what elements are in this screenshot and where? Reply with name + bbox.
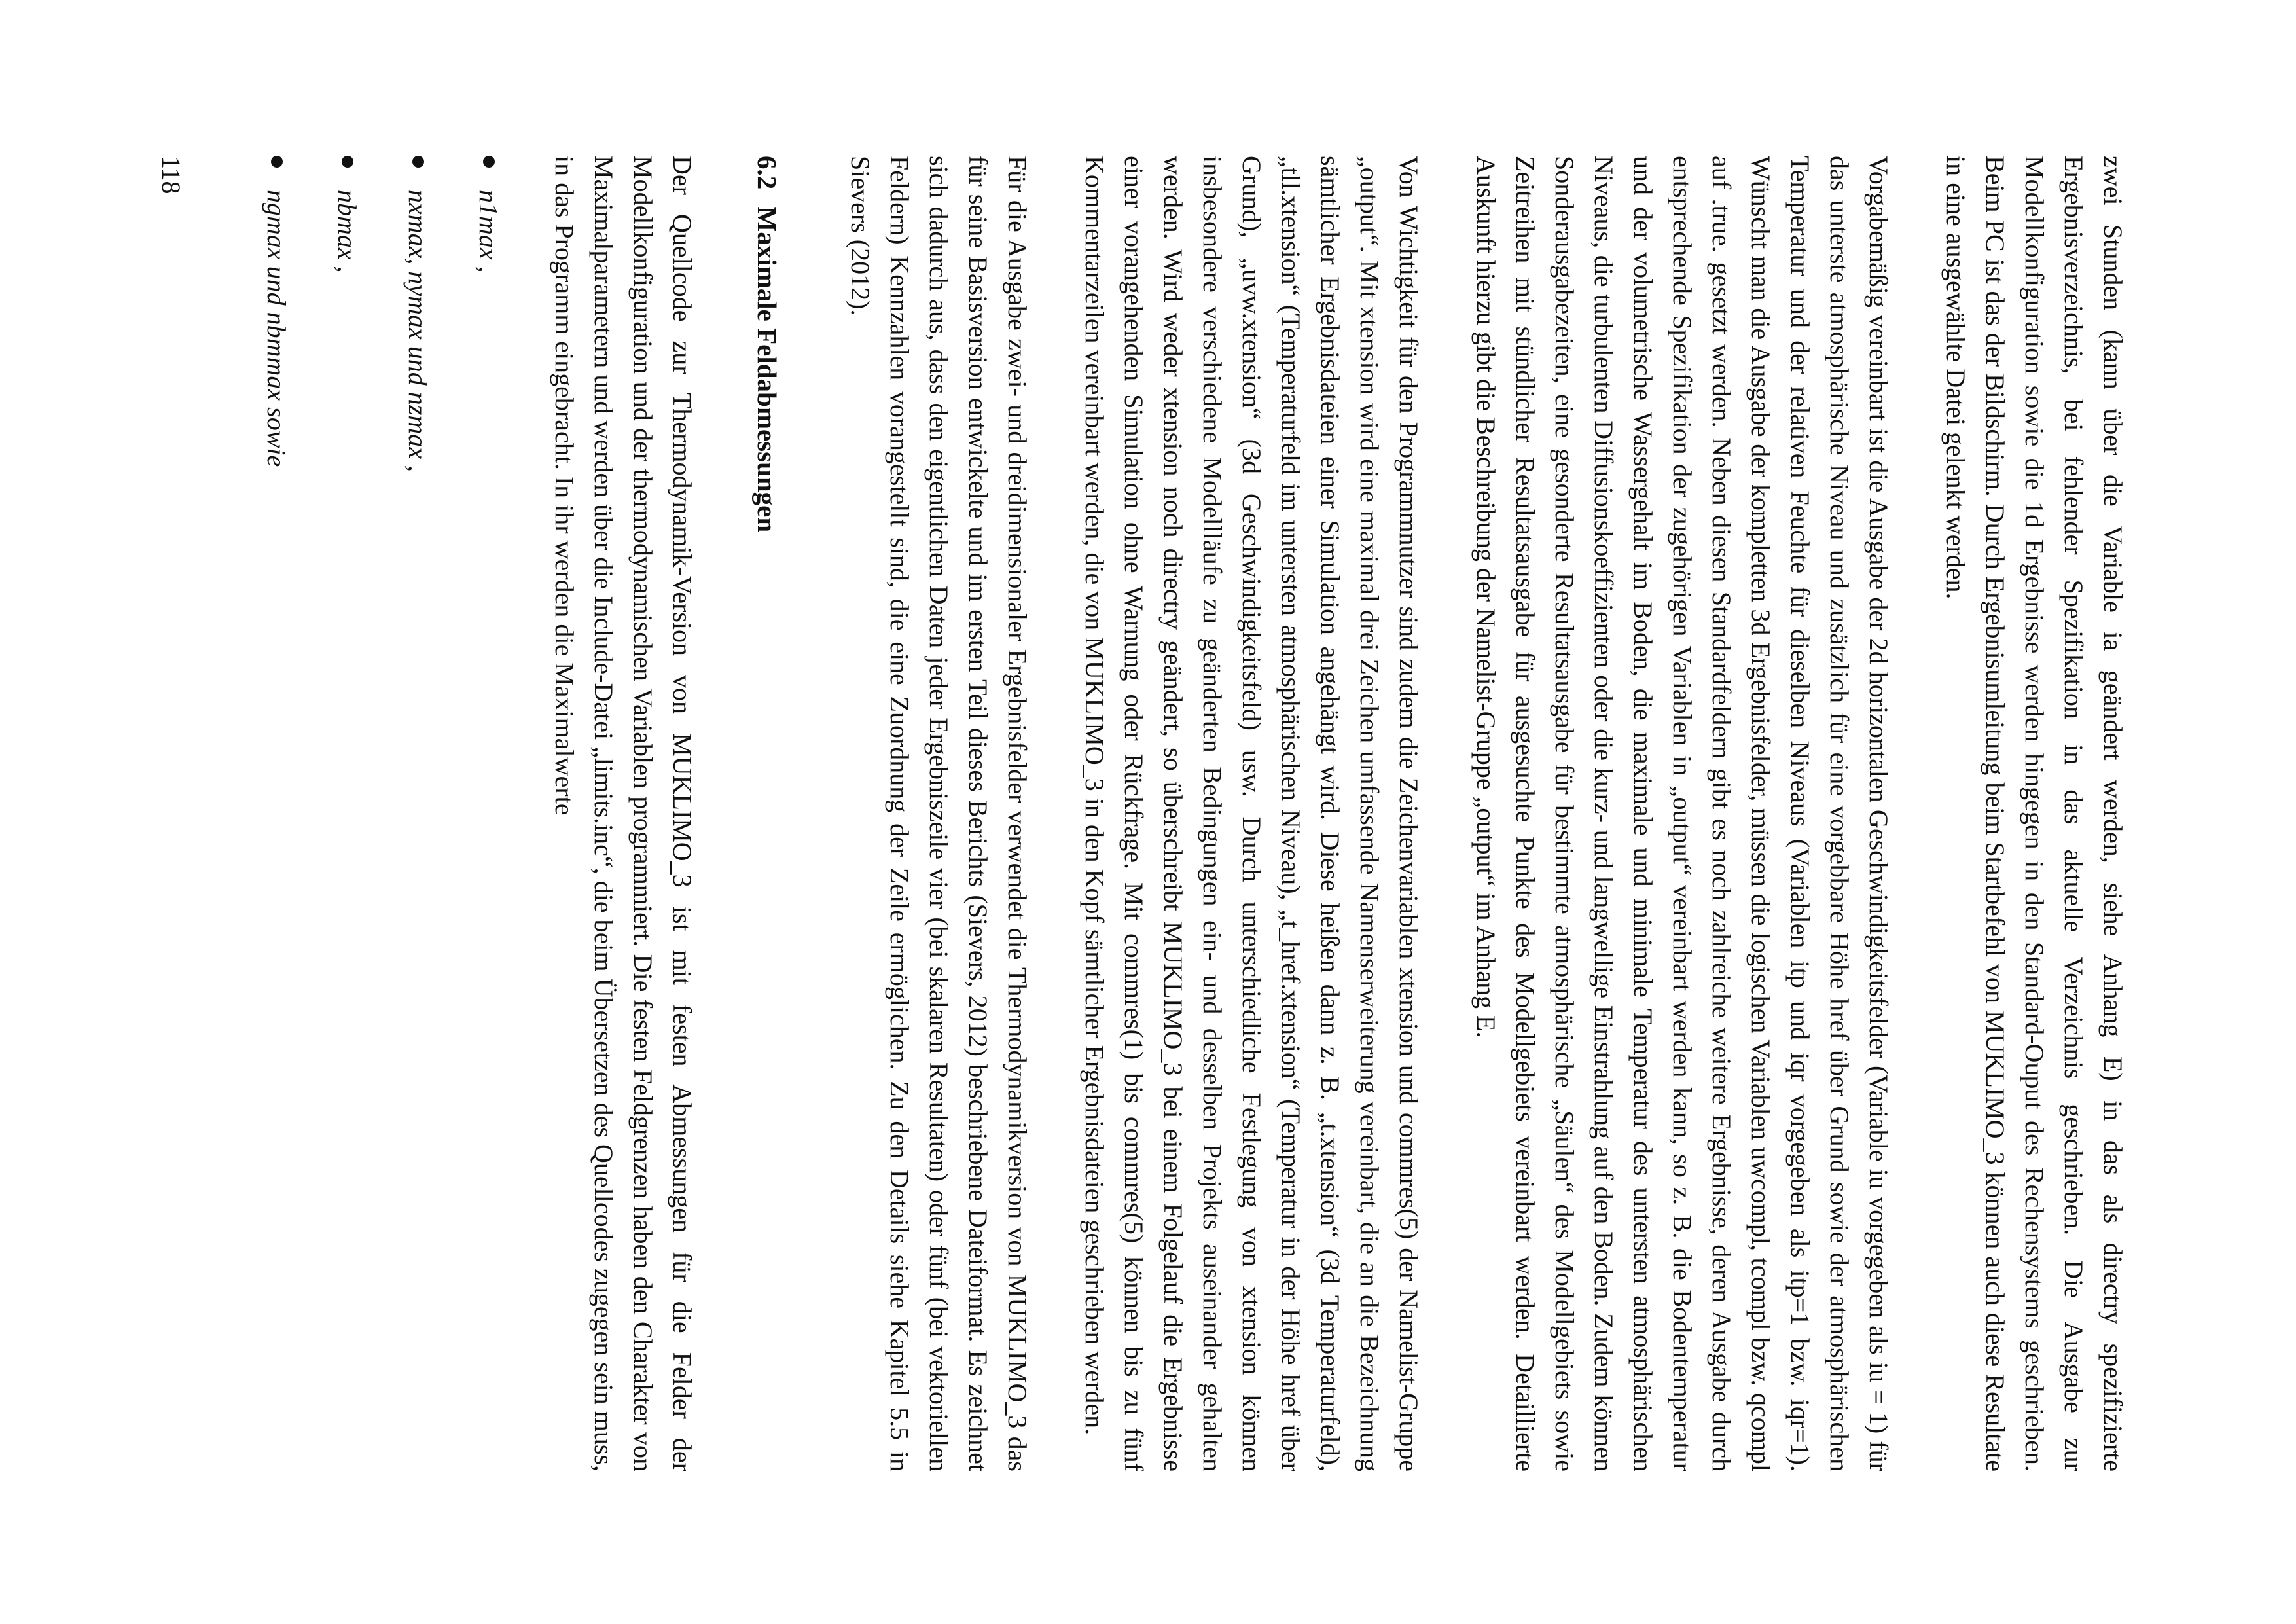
- section-heading: [747, 156, 787, 1471]
- paragraph-1: zwei Stunden (kann über die Variable ia geändert werden, siehe Anhang E) in das als directry spezifizierte Ergebnisverzeichnis, bei fehlender Spezifikation in das aktuelle Verzeichnis geschrieben. Die Ausgabe zur Modellkonfiguration sowie die 1d Ergebnisse werden hingegen in den Standard-Ouput des Rechensystems geschrieben. Beim PC ist das der Bildschirm. Durch Ergebnisumleitung beim Startbefehl von MUKLIMO_3 können auch diese Resultate in eine ausgewählte Datei gelenkt werden.: [1941, 156, 2128, 1471]
- section-number: 6.2: [752, 156, 782, 190]
- bullet-list: [257, 156, 508, 1471]
- list-item: [257, 156, 296, 1471]
- list-item: [469, 156, 508, 1471]
- bullet-dot-icon: [483, 156, 495, 168]
- page-number: 118: [156, 156, 186, 194]
- list-item-text: nbmax ,: [332, 190, 362, 273]
- section-title: Maximale Feldabmessungen: [752, 206, 782, 533]
- list-item-text: nxmax, nymax und nzmax ,: [403, 190, 433, 472]
- list-item: [398, 156, 437, 1471]
- paragraph-2: Vorgabemäßig vereinbart ist die Ausgabe der 2d horizontalen Geschwindigkeitsfelder (Variable iu vorgegeben als iu = 1) für das unterste atmosphärische Niveau und zusätzlich für eine vorgebbare Höhe href über Grund sowie der atmosphärischen Temperatur und der relativen Feuchte für dieselben Niveaus (Variablen itp und iqr vorgegeben als itp=1 bzw. iqr=1). Wünscht man die Ausgabe der kompletten 3d Ergebnisfelder, müssen die logischen Variablen uwcompl, tcompl bzw. qcompl auf .true. gesetzt werden. Neben diesen Standardfeldern gibt es noch zahlreiche weitere Ergebnisse, deren Ausgabe durch entsprechende Spezifikation der zugehörigen Variablen in „output“ vereinbart werden kann, so z. B. die Bodentemperatur und der volumetrische Wassergehalt im Boden, die maximale und minimale Temperatur des untersten atmosphärischen Niveaus, die turbulenten Diffusionskoeffizienten oder die kurz- und langwellige Einstrahlung auf den Boden. Zudem können Sonderausgabezeiten, eine gesonderte Resultatsausgabe für bestimmte atmosphärische „Säulen“ des Modellgebiets sowie Zeitreihen mit stündlicher Resultatsausgabe für ausgesuchte Punkte des Modellgebiets vereinbart werden. Detaillierte Auskunft hierzu gibt die Beschreibung der Namelist-Gruppe „output“ im Anhang E.: [1471, 156, 1893, 1471]
- paragraph-3: Von Wichtigkeit für den Programmnutzer sind zudem die Zeichenvariablen xtension und commres(5) der Namelist-Gruppe „output“. Mit xtension wird eine maximal drei Zeichen umfassende Namenserweiterung vereinbart, die an die Bezeichnung sämtlicher Ergebnisdateien einer Simulation angehängt wird. Diese heißen dann z. B. „t.xtension“ (3d Temperaturfeld), „tll.xtension“ (Temperaturfeld im untersten atmosphärischen Niveau), „t_href.xtension“ (Temperatur in der Höhe href über Grund), „uvw.xtension“ (3d Geschwindigkeitsfeld) usw. Durch unterschiedliche Festlegung von xtension können insbesondere verschiedene Modellläufe zu geänderten Bedingungen ein- und desselben Projekts auseinander gehalten werden. Wird weder xtension noch directry geändert, so überschreibt MUKLIMO_3 bei einem Folgelauf die Ergebnisse einer vorangehenden Simulation ohne Warnung oder Rückfrage. Mit commres(1) bis commres(5) können bis zu fünf Kommentarzeilen vereinbart werden, die von MUKLIMO_3 in den Kopf sämtlicher Ergebnisdateien geschrieben werden.: [1080, 156, 1424, 1471]
- bullet-dot-icon: [412, 156, 424, 168]
- list-item-text: n1max ,: [474, 190, 503, 273]
- bullet-dot-icon: [342, 156, 353, 168]
- list-item: [327, 156, 367, 1471]
- paragraph-4: Für die Ausgabe zwei- und dreidimensionaler Ergebnisfelder verwendet die Thermodynamikversion von MUKLIMO_3 das für seine Basisversion entwickelte und im ersten Teil dieses Berichts (Sievers, 2012) beschriebene Dateiformat. Es zeichnet sich dadurch aus, dass den eigentlichen Daten jeder Ergebniszeile vier (bei skalaren Resultaten) oder fünf (bei vektoriellen Feldern) Kennzahlen vorangestellt sind, die eine Zuordnung der Zeile ermöglichen. Zu den Details siehe Kapitel 5.5 in Sievers (2012).: [846, 156, 1032, 1471]
- document-body: [225, 156, 2132, 1471]
- bullet-dot-icon: [271, 156, 283, 168]
- list-item-text: ngmax und nbmmax sowie: [262, 190, 291, 467]
- section-paragraph: Der Quellcode zur Thermodynamik-Version von MUKLIMO_3 ist mit festen Abmessungen für die Felder der Modellkonfiguration und der thermodynamischen Variablen programmiert. Die festen Feldgrenzen haben den Charakter von Maximalparametern und werden über die Include-Datei „limits.inc“, die beim Übersetzen des Quellcodes zugegen sein muss, in das Programm eingebracht. In ihr werden die Maximalwerte: [550, 156, 697, 1471]
